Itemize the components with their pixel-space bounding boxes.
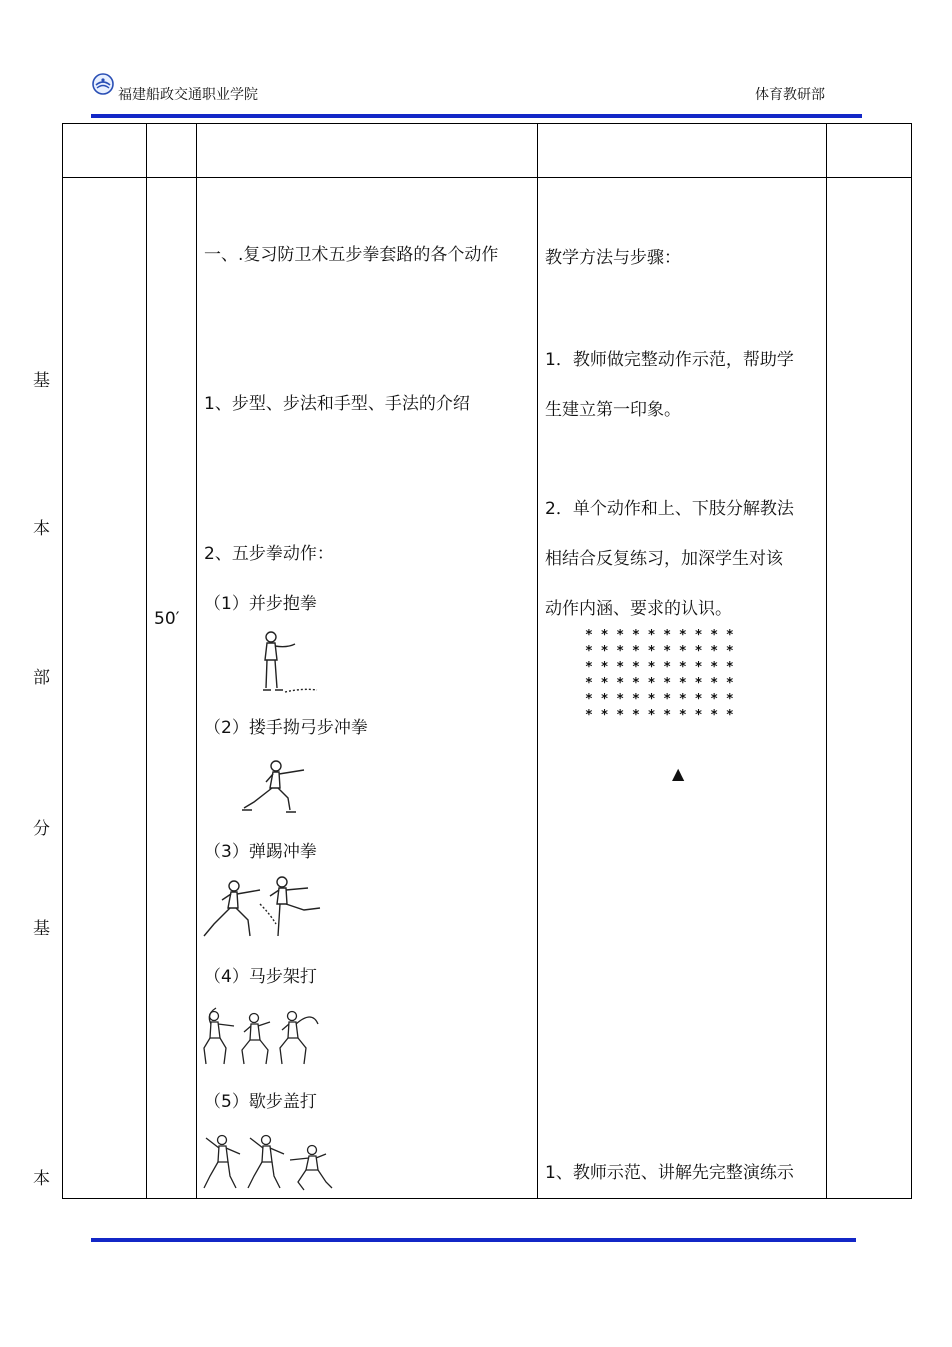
formation-row: * * * * * * * * * * [585,628,734,643]
formation-row: * * * * * * * * * * [585,676,734,691]
move-label: （4）马步架打 [204,967,317,987]
department-name: 体育教研部 [755,87,825,103]
method-step-text: 2．单个动作和上、下肢分解教法 [545,499,794,519]
column-divider [537,124,538,1198]
formation-row: * * * * * * * * * * [585,708,734,723]
method-step-text: 1．教师做完整动作示范，帮助学 [545,350,794,370]
method-step-text: 动作内涵、要求的认识。 [545,599,732,619]
method-step-text: 1、教师示范、讲解先完整演练示 [545,1163,794,1183]
move-label: （5）歇步盖打 [204,1092,317,1112]
school-emblem-icon [92,73,114,95]
rest-stance-figure-icon [200,1130,340,1194]
section-label-char: 本 [33,519,50,539]
teacher-position-marker: ▲ [672,764,685,783]
footer-rule [91,1238,856,1242]
section-label-char: 本 [33,1169,50,1189]
move-label: （3）弹踢冲拳 [204,842,317,862]
move-label: （2）搂手拗弓步冲拳 [204,718,368,738]
kick-punch-figure-icon [200,874,325,944]
method-step-text: 相结合反复练习，加深学生对该 [545,549,783,569]
column-divider [826,124,827,1198]
formation-row: * * * * * * * * * * [585,660,734,675]
content-item: 2、五步拳动作： [204,544,334,564]
stance-figure-icon [255,630,325,696]
section-label-char: 分 [33,819,50,839]
formation-row: * * * * * * * * * * [585,692,734,707]
formation-row: * * * * * * * * * * [585,644,734,659]
horse-stance-figure-icon [200,1004,325,1070]
bow-stance-figure-icon [240,758,310,816]
section-title: 一、.复习防卫术五步拳套路的各个动作 [204,245,499,265]
section-label-char: 基 [33,919,50,939]
column-divider [196,124,197,1198]
row-divider [63,177,911,178]
school-name: 福建船政交通职业学院 [118,87,258,103]
method-step-text: 生建立第一印象。 [545,400,681,420]
move-label: （1）并步抱拳 [204,594,317,614]
column-divider [146,124,147,1198]
header-rule [91,114,862,118]
section-label-char: 基 [33,371,50,391]
content-item: 1、步型、步法和手型、手法的介绍 [204,394,470,414]
method-title: 教学方法与步骤： [545,248,681,268]
section-label-char: 部 [33,668,50,688]
student-formation [585,628,734,724]
time-allocation: 50′ [154,609,180,629]
lesson-plan-table [62,123,912,1199]
